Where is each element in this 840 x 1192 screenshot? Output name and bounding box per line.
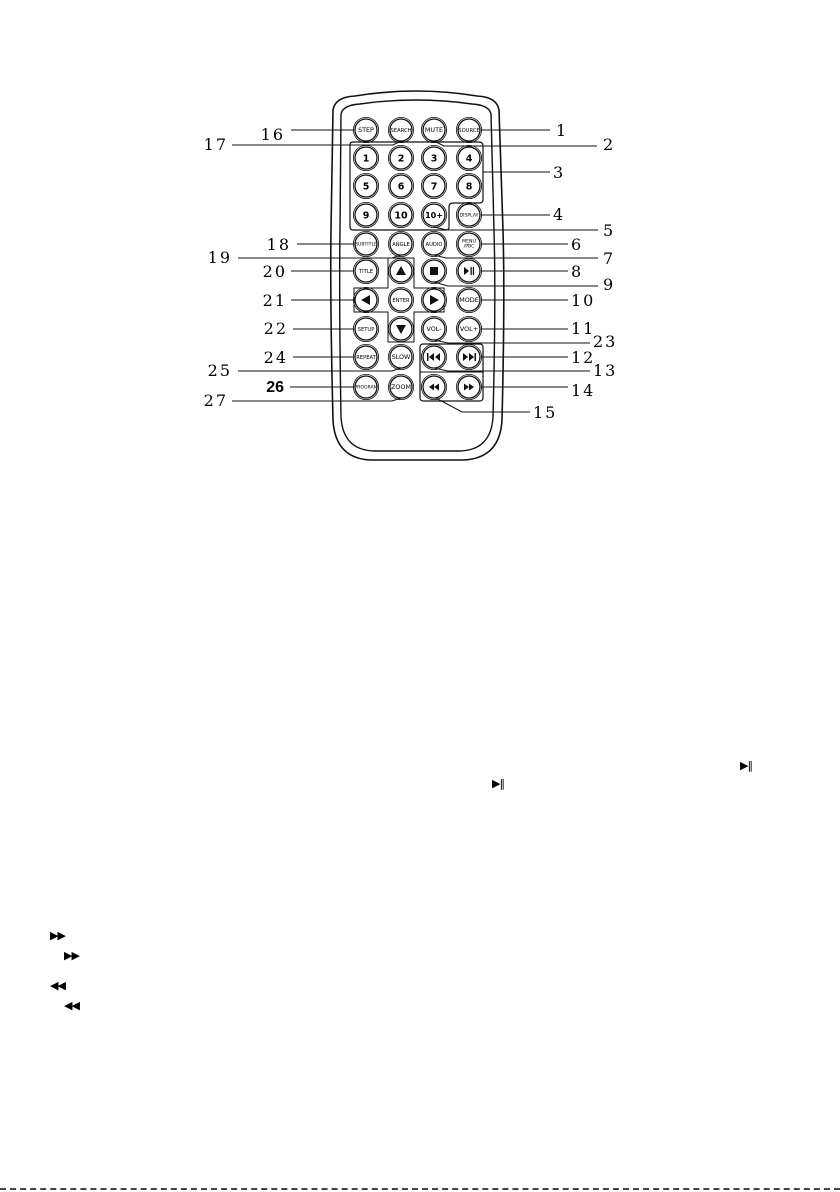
vol-minus-label: VOL- <box>426 325 442 334</box>
callout-number-8: 8 <box>571 262 584 281</box>
leader-line-5 <box>434 227 598 230</box>
num-8-label: 8 <box>465 181 473 193</box>
subtitle-label: SUBTITLE <box>355 242 377 248</box>
play-pause-icon: ▶‖ <box>492 777 504 790</box>
num-10-label: 10 <box>394 210 408 222</box>
fast-forward-icon: ▶▶ <box>50 929 65 942</box>
leader-line-7 <box>434 255 598 258</box>
program-label: PROGRAM <box>354 385 378 391</box>
down-button[interactable] <box>388 316 413 341</box>
num-7-label: 7 <box>430 181 438 193</box>
vol-plus-label: VOL+ <box>459 325 479 334</box>
callout-number-20: 20 <box>262 262 287 281</box>
vol-minus-button[interactable] <box>421 316 446 341</box>
rewind-button[interactable] <box>421 374 446 399</box>
source-label: SOURCE <box>458 127 480 134</box>
num-7-button[interactable] <box>421 173 446 198</box>
subtitle-button[interactable] <box>353 231 378 256</box>
num-1-label: 1 <box>362 153 370 165</box>
display-label: DISPLAY <box>459 213 479 219</box>
rewind-icon: ◀◀ <box>50 979 65 992</box>
left-button[interactable] <box>353 287 378 312</box>
menu-pbc-button[interactable] <box>456 231 481 256</box>
num-9-button[interactable] <box>353 202 378 227</box>
slow-button[interactable] <box>388 344 413 369</box>
slow-label: SLOW <box>391 353 411 362</box>
play-pause-icon: ▶‖ <box>740 759 752 772</box>
leader-line-9 <box>434 282 598 286</box>
callout-number-12: 12 <box>571 348 596 367</box>
callout-number-21: 21 <box>262 291 287 310</box>
step-label: STEP <box>358 126 374 135</box>
leader-line-27 <box>232 398 401 401</box>
enter-label: ENTER <box>392 297 410 304</box>
page-bottom-rule <box>0 1188 840 1190</box>
callout-number-4: 4 <box>553 205 566 224</box>
audio-button[interactable] <box>421 231 446 256</box>
callout-number-2: 2 <box>603 135 616 154</box>
num-5-button[interactable] <box>353 173 378 198</box>
callout-number-1: 1 <box>556 121 569 140</box>
menu-pbc-label <box>462 239 476 250</box>
num-10-button[interactable] <box>388 202 413 227</box>
repeat-label: REPEAT <box>356 354 376 361</box>
num-1-button[interactable] <box>353 145 378 170</box>
callout-number-16: 16 <box>260 125 285 144</box>
up-button[interactable] <box>388 258 413 283</box>
repeat-button[interactable] <box>353 344 378 369</box>
fast-forward-button[interactable] <box>456 374 481 399</box>
callout-number-6: 6 <box>571 235 584 254</box>
leader-line-25 <box>238 368 401 371</box>
leader-line-23 <box>434 340 590 343</box>
callout-number-26: 26 <box>266 379 284 396</box>
callout-number-14: 14 <box>571 381 596 400</box>
callout-number-10: 10 <box>571 291 596 310</box>
enter-button[interactable] <box>388 287 413 312</box>
next-button[interactable] <box>456 344 481 369</box>
num-3-label: 3 <box>430 153 438 165</box>
num-9-label: 9 <box>362 210 370 222</box>
stop-button[interactable] <box>421 258 446 283</box>
program-button[interactable] <box>353 374 378 399</box>
step-button[interactable] <box>353 117 378 142</box>
mute-button[interactable] <box>421 117 446 142</box>
callout-number-11: 11 <box>571 319 596 338</box>
callout-number-17: 17 <box>203 135 228 154</box>
mute-label: MUTE <box>424 126 444 135</box>
num-6-button[interactable] <box>388 173 413 198</box>
callout-number-9: 9 <box>603 275 616 294</box>
setup-button[interactable] <box>353 316 378 341</box>
setup-label: SETUP <box>357 326 375 333</box>
callout-number-23: 23 <box>593 332 618 351</box>
stop-icon <box>430 267 438 275</box>
leader-line-13 <box>434 368 590 371</box>
num-2-button[interactable] <box>388 145 413 170</box>
callout-number-25: 25 <box>207 361 232 380</box>
angle-button[interactable] <box>388 231 413 256</box>
callout-number-22: 22 <box>263 319 288 338</box>
label-line: /PBC <box>463 244 475 250</box>
skip-bar <box>427 353 429 361</box>
num-5-label: 5 <box>362 181 370 193</box>
search-button[interactable] <box>388 117 413 142</box>
callout-number-15: 15 <box>533 403 558 422</box>
angle-label: ANGLE <box>392 241 410 248</box>
num-3-button[interactable] <box>421 145 446 170</box>
pause-bar <box>473 267 474 275</box>
mode-button[interactable] <box>456 287 481 312</box>
title-label: TITLE <box>358 268 374 275</box>
num-4-button[interactable] <box>456 145 481 170</box>
zoom-button[interactable] <box>388 374 413 399</box>
title-button[interactable] <box>353 258 378 283</box>
leader-line-19 <box>238 255 401 258</box>
callout-number-24: 24 <box>263 348 288 367</box>
mode-label: MODE <box>459 296 479 305</box>
search-label: SEARCH <box>390 127 412 134</box>
prev-button[interactable] <box>421 344 446 369</box>
display-button[interactable] <box>456 202 481 227</box>
vol-plus-button[interactable] <box>456 316 481 341</box>
num-6-label: 6 <box>397 181 405 193</box>
num-10plus-button[interactable] <box>421 202 446 227</box>
callout-number-5: 5 <box>603 221 616 240</box>
callout-number-7: 7 <box>603 249 616 268</box>
play-pause-button[interactable] <box>456 258 481 283</box>
num-8-button[interactable] <box>456 173 481 198</box>
num-10plus-label: 10+ <box>425 210 443 220</box>
callout-number-19: 19 <box>207 248 232 267</box>
callout-number-13: 13 <box>593 361 618 380</box>
pause-bar <box>471 267 472 275</box>
source-button[interactable] <box>456 117 481 142</box>
rewind-icon: ◀◀ <box>64 999 79 1012</box>
fast-forward-icon: ▶▶ <box>64 949 79 962</box>
num-4-label: 4 <box>465 153 473 165</box>
callout-number-27: 27 <box>203 391 228 410</box>
zoom-label: ZOOM <box>391 383 411 392</box>
audio-label: AUDIO <box>425 241 443 248</box>
right-button[interactable] <box>421 287 446 312</box>
label-line: MENU <box>462 239 476 245</box>
callout-number-18: 18 <box>266 235 291 254</box>
callout-number-3: 3 <box>553 163 566 182</box>
num-2-label: 2 <box>397 153 405 165</box>
skip-bar <box>475 353 477 361</box>
leader-line-15 <box>434 397 530 412</box>
